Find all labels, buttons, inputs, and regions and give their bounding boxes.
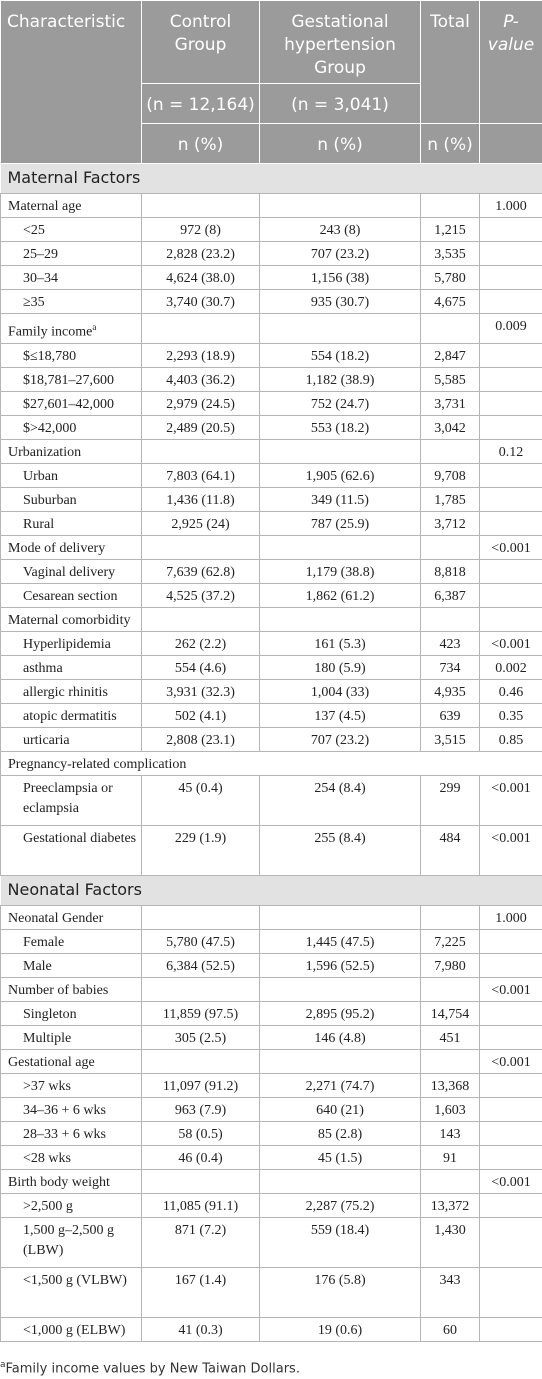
control-value: 2,925 (24) [142,511,260,535]
control-value: 11,859 (97.5) [142,1001,260,1025]
p-value [480,487,542,511]
gh-value: 2,287 (75.2) [260,1193,421,1217]
control-value: 167 (1.4) [142,1267,260,1317]
table-row [1,242,542,266]
row-label: 1,500 g–2,500 g (LBW) [1,1217,142,1267]
group-p-value: 1.000 [480,905,542,929]
table-header [1,1,542,164]
gh-value: 161 (5.3) [260,631,421,655]
p-value: <0.001 [480,631,542,655]
gh-value: 146 (4.8) [260,1025,421,1049]
total-value: 4,935 [421,679,480,703]
row-label: Vaginal delivery [1,559,142,583]
gh-value: 19 (0.6) [260,1317,421,1341]
table-row [1,511,542,535]
table-row [1,1121,542,1145]
empty-cell [260,905,421,929]
group-row [1,535,542,559]
empty-cell [142,905,260,929]
group-label [1,439,142,463]
control-value: 229 (1.9) [142,825,260,875]
row-label: >2,500 g [1,1193,142,1217]
table-row [1,1193,542,1217]
p-value [480,929,542,953]
p-value: 0.002 [480,655,542,679]
row-label: Rural [1,511,142,535]
control-value: 2,808 (23.1) [142,727,260,751]
gh-value: 752 (24.7) [260,391,421,415]
total-value: 7,225 [421,929,480,953]
total-value: 8,818 [421,559,480,583]
table-row [1,1267,542,1317]
p-value [480,463,542,487]
control-value: 4,525 (37.2) [142,583,260,607]
empty-cell [421,194,480,218]
control-value: 4,624 (38.0) [142,266,260,290]
p-value [480,218,542,242]
empty-cell [421,439,480,463]
table-row [1,631,542,655]
group-p-value [480,607,542,631]
group-label-text: Birth body weight [8,1174,110,1190]
group-label-text: Urbanization [8,444,82,460]
gh-value: 640 (21) [260,1097,421,1121]
total-value: 7,980 [421,953,480,977]
group-row [1,1049,542,1073]
row-label: Hyperlipidemia [1,631,142,655]
section-title: Maternal Factors [1,164,542,194]
p-value [480,1073,542,1097]
p-value [480,583,542,607]
header-control-n: (n = 12,164) [142,84,260,124]
p-value [480,290,542,314]
header-p-blank [480,124,542,164]
empty-cell [260,535,421,559]
group-row [1,751,542,775]
group-label [1,977,142,1001]
p-value [480,1193,542,1217]
group-p-value: 1.000 [480,194,542,218]
empty-cell [260,314,421,344]
table-row [1,953,542,977]
group-label-text: Family income [8,324,93,340]
empty-cell [260,194,421,218]
row-label: <1,500 g (VLBW) [1,1267,142,1317]
table-row [1,929,542,953]
table-row [1,487,542,511]
p-value [480,1001,542,1025]
gh-value: 935 (30.7) [260,290,421,314]
p-value [480,242,542,266]
section-header-row [1,164,542,194]
group-label [1,194,142,218]
gh-value: 707 (23.2) [260,727,421,751]
p-value [480,415,542,439]
group-label-text: Number of babies [8,982,109,998]
control-value: 5,780 (47.5) [142,929,260,953]
empty-cell [421,314,480,344]
table-row [1,463,542,487]
p-value [480,391,542,415]
control-value: 972 (8) [142,218,260,242]
table-row [1,218,542,242]
gh-value: 1,445 (47.5) [260,929,421,953]
row-label: 30–34 [1,266,142,290]
row-label: Cesarean section [1,583,142,607]
p-value [480,953,542,977]
row-label: Preeclampsia or eclampsia [1,775,142,825]
group-row [1,439,542,463]
total-value: 4,675 [421,290,480,314]
empty-cell [142,535,260,559]
table-row [1,391,542,415]
gh-value: 137 (4.5) [260,703,421,727]
group-label-text: Mode of delivery [8,540,106,556]
empty-cell [142,1169,260,1193]
row-label: <25 [1,218,142,242]
footnote-marker: a [0,1360,6,1370]
control-value: 1,436 (11.8) [142,487,260,511]
total-value: 6,387 [421,583,480,607]
p-value [480,1121,542,1145]
row-label: Female [1,929,142,953]
row-label: atopic dermatitis [1,703,142,727]
row-label: 34–36 + 6 wks [1,1097,142,1121]
table-row [1,727,542,751]
empty-cell [142,977,260,1001]
control-value: 3,740 (30.7) [142,290,260,314]
control-value: 963 (7.9) [142,1097,260,1121]
control-value: 554 (4.6) [142,655,260,679]
p-value: <0.001 [480,775,542,825]
group-row [1,314,542,344]
group-row [1,977,542,1001]
empty-cell [260,607,421,631]
control-value: 502 (4.1) [142,703,260,727]
empty-cell [421,905,480,929]
total-value: 3,042 [421,415,480,439]
row-label: Male [1,953,142,977]
control-value: 2,293 (18.9) [142,343,260,367]
total-value: 734 [421,655,480,679]
empty-cell [142,314,260,344]
empty-cell [421,977,480,1001]
empty-cell [421,1169,480,1193]
group-row [1,905,542,929]
row-label: $>42,000 [1,415,142,439]
group-label [1,905,142,929]
control-value: 11,097 (91.2) [142,1073,260,1097]
empty-cell [260,1049,421,1073]
gh-value: 553 (18.2) [260,415,421,439]
row-label: $27,601–42,000 [1,391,142,415]
group-label-text: Maternal comorbidity [8,612,131,628]
p-value [480,1097,542,1121]
gh-value: 1,905 (62.6) [260,463,421,487]
control-value: 2,979 (24.5) [142,391,260,415]
total-value: 5,585 [421,367,480,391]
control-value: 41 (0.3) [142,1317,260,1341]
total-value: 3,731 [421,391,480,415]
total-value: 91 [421,1145,480,1169]
row-label: $≤18,780 [1,343,142,367]
group-p-value: 0.009 [480,314,542,344]
empty-cell [421,1049,480,1073]
control-value: 6,384 (52.5) [142,953,260,977]
total-value: 13,368 [421,1073,480,1097]
row-label: ≥35 [1,290,142,314]
header-characteristic: Characteristic [1,1,142,164]
total-value: 2,847 [421,343,480,367]
total-value: 60 [421,1317,480,1341]
gh-value: 243 (8) [260,218,421,242]
group-p-value: <0.001 [480,535,542,559]
total-value: 9,708 [421,463,480,487]
table-row [1,775,542,825]
header-total-npct: n (%) [421,124,480,164]
table-row [1,1025,542,1049]
p-value: 0.35 [480,703,542,727]
control-value: 2,828 (23.2) [142,242,260,266]
table-row [1,343,542,367]
total-value: 343 [421,1267,480,1317]
table-row [1,1001,542,1025]
row-label: asthma [1,655,142,679]
control-value: 45 (0.4) [142,775,260,825]
table-row [1,583,542,607]
row-label: <1,000 g (ELBW) [1,1317,142,1341]
group-label-text: Neonatal Gender [8,910,104,926]
group-row [1,194,542,218]
row-label: Singleton [1,1001,142,1025]
header-control-npct: n (%) [142,124,260,164]
table-row [1,1073,542,1097]
p-value [480,511,542,535]
control-value: 7,803 (64.1) [142,463,260,487]
control-value: 3,931 (32.3) [142,679,260,703]
table-row [1,1097,542,1121]
p-value [480,559,542,583]
table-row [1,703,542,727]
table-body [1,164,542,1342]
total-value: 3,515 [421,727,480,751]
total-value: 1,215 [421,218,480,242]
gh-value: 554 (18.2) [260,343,421,367]
gh-value: 1,156 (38) [260,266,421,290]
total-value: 484 [421,825,480,875]
footnote [0,1360,300,1376]
header-p-value: P-value [480,1,542,124]
gh-value: 180 (5.9) [260,655,421,679]
p-value [480,343,542,367]
total-value: 299 [421,775,480,825]
footnote-text: Family income values by New Taiwan Dollars. [5,1361,300,1377]
empty-cell [421,607,480,631]
group-label [1,1049,142,1073]
header-total: Total [421,1,480,124]
total-value: 423 [421,631,480,655]
total-value: 3,712 [421,511,480,535]
table-row [1,1317,542,1341]
table-row [1,415,542,439]
p-value [480,1217,542,1267]
group-label-text: Maternal age [8,199,82,214]
group-label-text: Gestational age [8,1054,95,1070]
gh-value: 176 (5.8) [260,1267,421,1317]
p-value [480,1317,542,1341]
total-value: 1,430 [421,1217,480,1267]
total-value: 14,754 [421,1001,480,1025]
group-label [1,607,142,631]
total-value: 143 [421,1121,480,1145]
header-gh-npct: n (%) [260,124,421,164]
gh-value: 255 (8.4) [260,825,421,875]
table-row [1,679,542,703]
table-row [1,367,542,391]
group-p-value: <0.001 [480,1049,542,1073]
p-value [480,1267,542,1317]
empty-cell [142,439,260,463]
group-label [1,1169,142,1193]
p-value [480,367,542,391]
table-row [1,559,542,583]
control-value: 305 (2.5) [142,1025,260,1049]
group-p-value: 0.12 [480,439,542,463]
group-p-value: <0.001 [480,977,542,1001]
header-gh-n: (n = 3,041) [260,84,421,124]
table-row [1,1145,542,1169]
gh-value: 1,862 (61.2) [260,583,421,607]
group-label [1,535,142,559]
control-value: 46 (0.4) [142,1145,260,1169]
gh-value: 707 (23.2) [260,242,421,266]
gh-value: 45 (1.5) [260,1145,421,1169]
row-label: >37 wks [1,1073,142,1097]
group-row [1,607,542,631]
p-value: <0.001 [480,825,542,875]
control-value: 2,489 (20.5) [142,415,260,439]
total-value: 451 [421,1025,480,1049]
control-value: 11,085 (91.1) [142,1193,260,1217]
row-label: Suburban [1,487,142,511]
total-value: 3,535 [421,242,480,266]
row-label: Multiple [1,1025,142,1049]
gh-value: 2,271 (74.7) [260,1073,421,1097]
header-control-group: Control Group [142,1,260,84]
table-row [1,825,542,875]
row-label: urticaria [1,727,142,751]
total-value: 1,603 [421,1097,480,1121]
gh-value: 559 (18.4) [260,1217,421,1267]
group-row [1,1169,542,1193]
table-row [1,266,542,290]
gh-value: 85 (2.8) [260,1121,421,1145]
table-row [1,655,542,679]
empty-cell [260,439,421,463]
group-label [1,314,142,344]
row-label: Gestational diabetes [1,825,142,875]
p-value: 0.46 [480,679,542,703]
group-p-value: <0.001 [480,1169,542,1193]
gh-value: 1,179 (38.8) [260,559,421,583]
total-value: 639 [421,703,480,727]
p-value [480,266,542,290]
control-value: 262 (2.2) [142,631,260,655]
row-label: 28–33 + 6 wks [1,1121,142,1145]
p-value [480,1145,542,1169]
total-value: 1,785 [421,487,480,511]
control-value: 58 (0.5) [142,1121,260,1145]
gh-value: 1,182 (38.9) [260,367,421,391]
total-value: 5,780 [421,266,480,290]
row-label: Urban [1,463,142,487]
row-label: $18,781–27,600 [1,367,142,391]
gh-value: 254 (8.4) [260,775,421,825]
empty-cell [142,607,260,631]
row-label: <28 wks [1,1145,142,1169]
group-label [1,751,542,775]
p-value [480,1025,542,1049]
gh-value: 1,596 (52.5) [260,953,421,977]
control-value: 7,639 (62.8) [142,559,260,583]
gh-value: 349 (11.5) [260,487,421,511]
group-label-text: Pregnancy-related complication [8,756,187,772]
empty-cell [260,1169,421,1193]
gh-value: 2,895 (95.2) [260,1001,421,1025]
table-row [1,290,542,314]
empty-cell [142,194,260,218]
section-header-row [1,875,542,905]
empty-cell [421,535,480,559]
p-value: 0.85 [480,727,542,751]
total-value: 13,372 [421,1193,480,1217]
control-value: 4,403 (36.2) [142,367,260,391]
empty-cell [142,1049,260,1073]
table-row [1,1217,542,1267]
section-title: Neonatal Factors [1,875,542,905]
gh-value: 1,004 (33) [260,679,421,703]
row-label: 25–29 [1,242,142,266]
gh-value: 787 (25.9) [260,511,421,535]
empty-cell [260,977,421,1001]
footnote-marker: a [92,322,97,332]
control-value: 871 (7.2) [142,1217,260,1267]
row-label: allergic rhinitis [1,679,142,703]
header-gh-group: Gestational hypertension Group [260,1,421,84]
